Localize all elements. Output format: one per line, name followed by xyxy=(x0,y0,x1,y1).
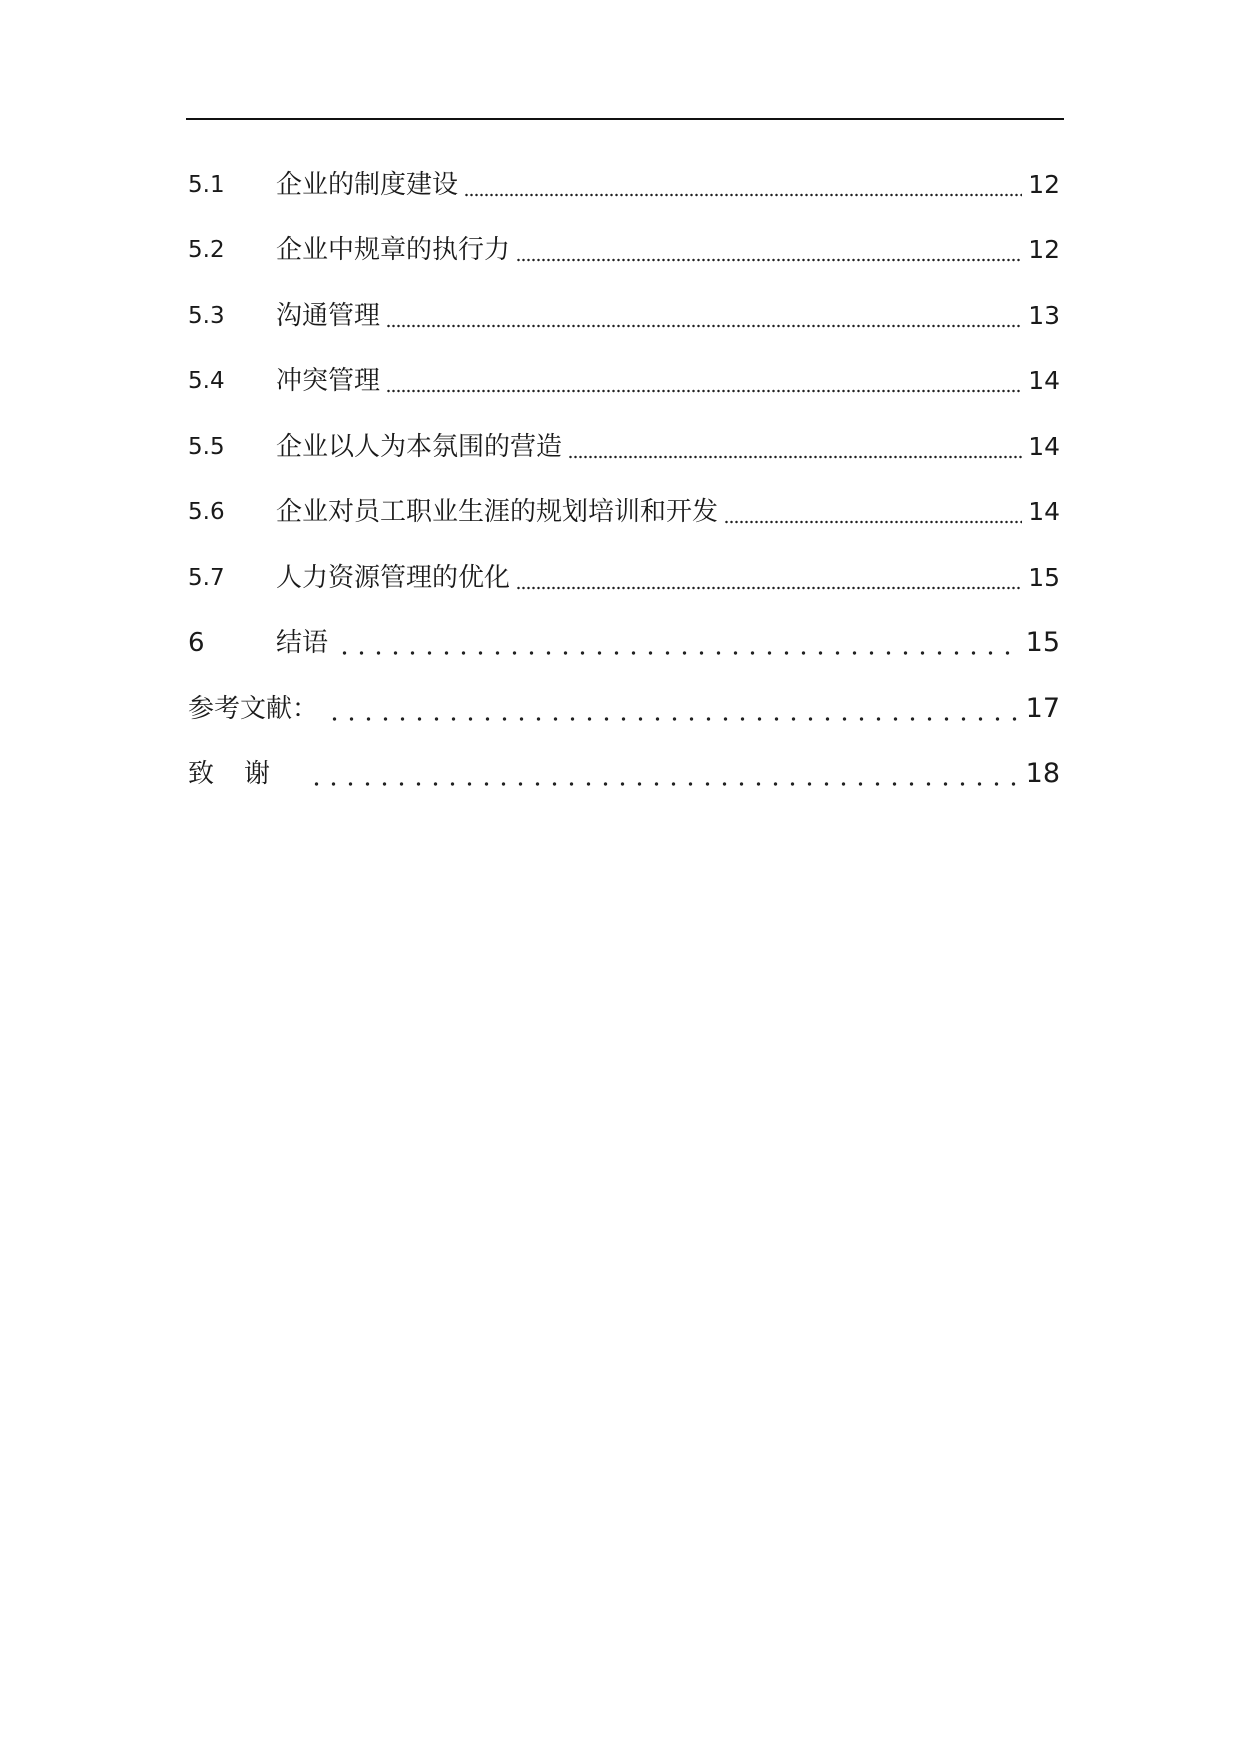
toc-entry-5-5[interactable] xyxy=(188,414,1060,480)
dot-leader xyxy=(568,429,1022,465)
toc-entry-page: 12 xyxy=(1028,235,1060,265)
dot-leader xyxy=(386,363,1022,399)
toc-entry-5-6[interactable] xyxy=(188,480,1060,546)
toc-entry-number: 5.1 xyxy=(188,171,225,198)
toc-entry-number: 6 xyxy=(188,628,205,659)
dot-leader xyxy=(326,691,1018,727)
toc-entry-number: 5.5 xyxy=(188,433,225,460)
toc-entry-acknowledgements[interactable] xyxy=(188,742,1060,808)
dot-leader xyxy=(516,560,1022,596)
toc-entry-5-3[interactable] xyxy=(188,283,1060,349)
toc-entry-page: 14 xyxy=(1028,366,1060,396)
toc-entry-number: 5.6 xyxy=(188,499,225,526)
dot-leader xyxy=(464,167,1022,203)
toc-entry-page: 12 xyxy=(1028,169,1060,199)
toc-entry-5-1[interactable] xyxy=(188,152,1060,218)
header-rule xyxy=(186,118,1064,120)
dot-leader xyxy=(308,756,1018,792)
toc-entry-title: 沟通管理 xyxy=(276,300,381,331)
toc-entry-page: 18 xyxy=(1025,758,1060,790)
toc-entry-number: 5.2 xyxy=(188,237,225,264)
toc-entry-title: 企业对员工职业生涯的规划培训和开发 xyxy=(276,497,719,528)
toc-entry-page: 17 xyxy=(1025,692,1060,724)
toc-entry-title: 人力资源管理的优化 xyxy=(276,562,511,593)
toc-entry-title: 致谢 xyxy=(188,759,301,790)
toc-entry-title: 企业以人为本氛围的营造 xyxy=(276,431,563,462)
dot-leader xyxy=(336,625,1018,661)
toc-entry-page: 13 xyxy=(1028,300,1060,330)
toc-entry-number: 5.3 xyxy=(188,302,225,329)
toc-entry-page: 15 xyxy=(1028,562,1060,592)
toc-entry-number: 5.4 xyxy=(188,368,225,395)
dot-leader xyxy=(516,232,1022,268)
toc-entry-5-2[interactable] xyxy=(188,218,1060,284)
toc-entry-number: 5.7 xyxy=(188,564,225,591)
toc-entry-6[interactable] xyxy=(188,611,1060,677)
toc-entry-references[interactable] xyxy=(188,676,1060,742)
toc-entry-5-7[interactable] xyxy=(188,545,1060,611)
dot-leader xyxy=(724,494,1022,530)
toc-entry-title: 冲突管理 xyxy=(276,366,381,397)
dot-leader xyxy=(386,298,1022,334)
toc-entry-5-4[interactable] xyxy=(188,349,1060,415)
toc-entry-title: 企业的制度建设 xyxy=(276,169,459,200)
toc-entry-page: 14 xyxy=(1028,431,1060,461)
toc-entry-page: 15 xyxy=(1025,627,1060,659)
toc-entry-title: 企业中规章的执行力 xyxy=(276,235,511,266)
toc-entry-title: 结语 xyxy=(276,628,329,659)
table-of-contents xyxy=(188,152,1060,807)
toc-entry-page: 14 xyxy=(1028,497,1060,527)
toc-entry-title: 参考文献： xyxy=(188,693,319,724)
